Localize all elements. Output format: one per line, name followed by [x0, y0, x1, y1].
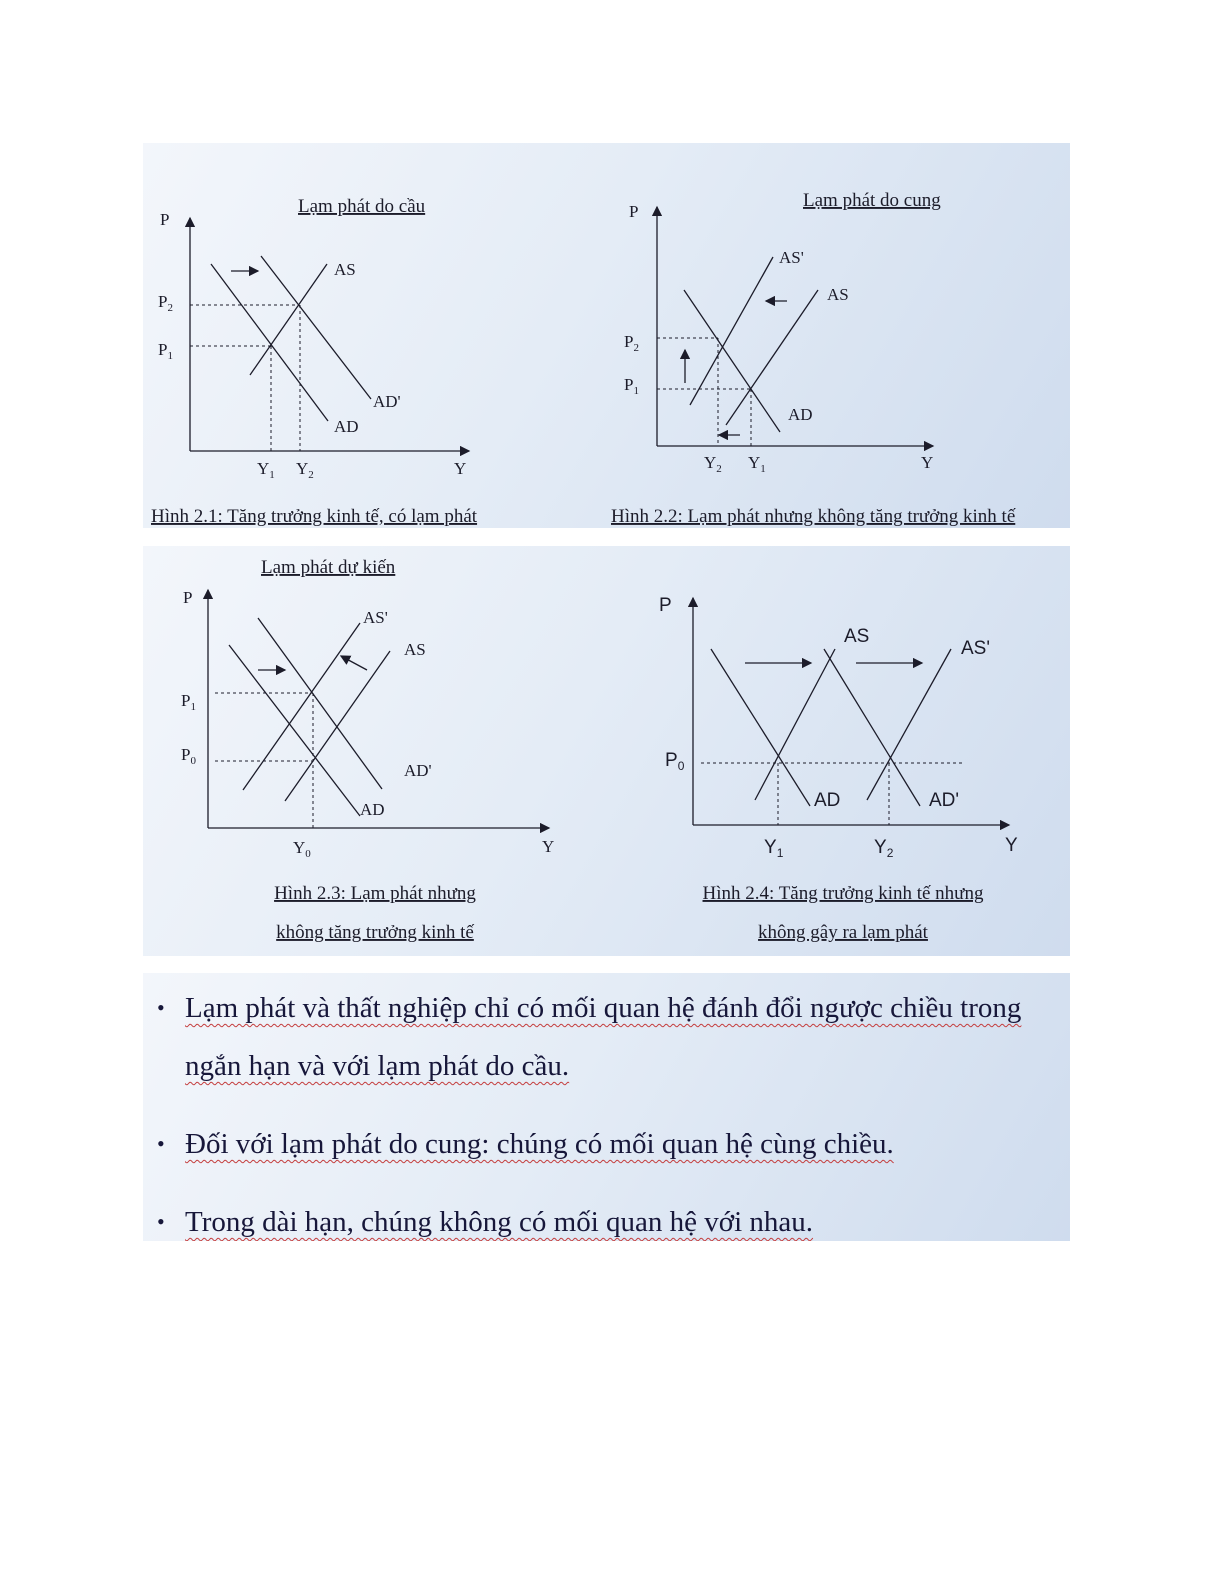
price-label-p1: $P_1$: [624, 375, 639, 397]
output-label-y1: $Y_1$: [764, 837, 784, 860]
curve-label-as-prime: AS': [779, 248, 804, 267]
curve-label-as: AS: [334, 260, 356, 279]
shift-arrow-up-left-icon: [341, 656, 367, 670]
curve-label-ad-prime: AD': [404, 761, 432, 780]
curve-label-as: AS: [827, 285, 849, 304]
curve-label-ad: AD: [334, 417, 359, 436]
output-label-y2: $Y_2$: [704, 453, 722, 475]
curve-label-as: AS: [404, 640, 426, 659]
price-label-p2: $P_2$: [624, 332, 639, 354]
output-label-y1: $Y_1$: [257, 459, 275, 481]
figure-2-2: [611, 190, 1016, 527]
curve-label-ad: AD: [360, 800, 385, 819]
figure-2-2-title: Lạm phát do cung: [803, 190, 941, 211]
curve-ad-prime: [824, 649, 920, 806]
figure-panel-middle: [143, 546, 1070, 956]
axis-label-y: Y: [542, 837, 555, 856]
price-label-p1: $P_1$: [158, 340, 173, 362]
price-label-p2: $P_2$: [158, 292, 173, 314]
bullet-list: [157, 979, 1062, 1241]
axis-label-p: P: [183, 588, 193, 607]
axis-label-p: P: [629, 202, 639, 221]
figure-2-3-title: Lạm phát dự kiến: [261, 557, 396, 578]
curve-as-prime: [243, 623, 360, 790]
curve-label-ad-prime: AD': [373, 392, 401, 411]
figure-2-2-caption: Hình 2.2: Lạm phát nhưng không tăng trưởng kinh tế: [611, 506, 1016, 527]
axis-label-p: P: [160, 210, 170, 229]
curve-label-ad: AD: [814, 790, 841, 811]
curve-label-as-prime: AS': [961, 638, 990, 659]
axis-label-p: P: [659, 595, 672, 616]
bullet-text: Đối với lạm phát do cung: chúng có mối quan hệ cùng chiều.: [185, 1128, 894, 1160]
curve-as-prime: [867, 649, 951, 800]
bullet-panel: [143, 973, 1070, 1241]
figure-2-3-caption-line-1: Hình 2.3: Lạm phát nhưng: [274, 883, 476, 904]
curve-as: [755, 649, 835, 800]
price-label-p0: $P_0$: [665, 750, 685, 773]
figure-panel-top: [143, 143, 1070, 528]
figure-2-1-caption: Hình 2.1: Tăng trưởng kinh tế, có lạm phát: [151, 506, 478, 527]
figure-2-4-caption-line-1: Hình 2.4: Tăng trưởng kinh tế nhưng: [702, 883, 984, 904]
output-label-y1: $Y_1$: [748, 453, 766, 475]
figures-2-1-2-2: [143, 143, 1070, 528]
output-label-y2: $Y_2$: [296, 459, 314, 481]
bullet-dot-icon: •: [157, 1131, 165, 1156]
figure-2-4: [659, 595, 1018, 943]
figure-2-3: [181, 557, 554, 943]
curve-label-ad-prime: AD': [929, 790, 960, 811]
curve-ad: [684, 290, 780, 432]
figure-2-4-caption-line-2: không gây ra lạm phát: [758, 922, 928, 943]
axis-label-y: Y: [1005, 835, 1018, 856]
axis-label-y: Y: [921, 453, 934, 472]
bullet-item: [157, 1115, 1062, 1173]
bullet-dot-icon: •: [157, 1209, 165, 1234]
figure-2-1: [151, 196, 478, 527]
bullet-dot-icon: •: [157, 995, 165, 1020]
curve-label-as-prime: AS': [363, 608, 388, 627]
bullet-item: [157, 979, 1062, 1095]
figure-2-1-title: Lạm phát do cầu: [298, 196, 426, 217]
output-label-y0: $Y_0$: [293, 838, 311, 860]
curve-as-prime: [690, 257, 773, 405]
output-label-y2: $Y_2$: [874, 837, 894, 860]
axis-label-y: Y: [454, 459, 467, 478]
curve-ad: [711, 649, 810, 806]
curve-as: [250, 264, 327, 375]
curve-label-as: AS: [844, 626, 870, 647]
price-label-p1: $P_1$: [181, 691, 196, 713]
figure-2-3-caption-line-2: không tăng trưởng kinh tế: [276, 922, 474, 943]
figures-2-3-2-4: [143, 546, 1070, 956]
curve-label-ad: AD: [788, 405, 813, 424]
bullet-text: Trong dài hạn, chúng không có mối quan hệ với nhau.: [185, 1206, 814, 1238]
price-label-p0: $P_0$: [181, 745, 196, 767]
bullet-item: [157, 1193, 1062, 1241]
bullet-text: Lạm phát và thất nghiệp chỉ có mối quan hệ đánh đổi ngược chiều trong ngắn hạn và với lạm phát do cầu.: [185, 992, 1022, 1082]
